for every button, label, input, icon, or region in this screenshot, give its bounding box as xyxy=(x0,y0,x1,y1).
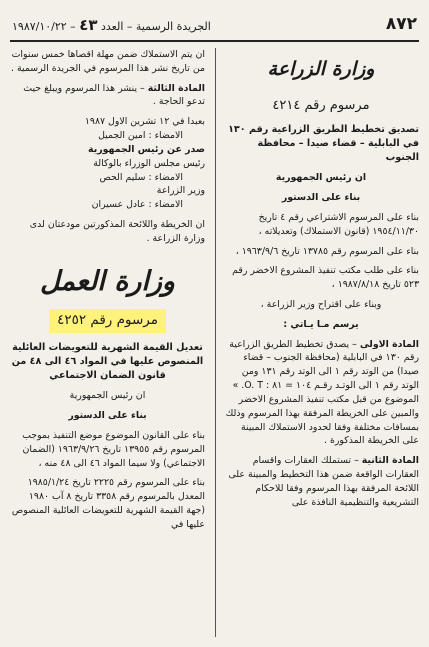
official-title: رئيس مجلس الوزراء بالوكالة xyxy=(93,157,205,169)
decree-number: مرسوم رقم ٤٢٥٢ xyxy=(49,309,166,333)
decree-intro: ان رئيس الجمهورية xyxy=(275,172,367,184)
signature-line: الامضاء : سليم الحص xyxy=(99,171,183,183)
left-column xyxy=(10,48,205,639)
article-text: – تستملك العقارات واقسام العقارات الواقعة ضمن هذا التخطيط والمبينة على اللائحة المرفقة بهذا المرسوم وفقا للاحكام التشريعية والتنظيمية النافذة على xyxy=(228,455,419,508)
paragraph: بناء على المرسوم الاشتراعي رقم ٤ تاريخ ١٩٥٤/١١/٣٠ (قانون الاستملاك) وتعديلاته ، xyxy=(258,211,419,237)
signature-block xyxy=(10,115,205,212)
article-text: – يصدق تخطيط الطريق الزراعية رقم ١٣٠ في البابلية (محافظة الجنوب – قضاء صيدا) من الوتد رقم ١ الى الوتد رقم ١٣١ ومن الوتد رقم ١ الى الوتـد رقـم ١٠٤ = ٨١ : O. T. » الموضوع من قبل مكتب تنفيذ المشروع الاخضر والمبين على الخريطة المرفقة بهذا المرسوم وذلك بمسافات مختلفة وفقا لحدود الاستملاك المبينة على الخريطة المذكورة . xyxy=(225,338,419,447)
article-3 xyxy=(10,82,205,110)
issued-by: صدر عن رئيس الجمهورية xyxy=(88,143,205,155)
paragraph: ان الخريطة واللائحة المذكورتين مودعتان لدى وزارة الزراعة . xyxy=(29,218,205,244)
article-title: المادة الاولى xyxy=(359,338,419,350)
paragraph: بناء على طلب مكتب تنفيذ المشروع الاخضر رقم ٥٢٣ تاريخ ١٩٨٧/٨/١٨ ، xyxy=(232,265,419,291)
paragraph: وبناء على اقتراح وزير الزراعة ، xyxy=(260,299,382,310)
paragraph: بناء على المرسوم رقم ٢٢٢٥ تاريخ ١٩٨٥/١/٢٤ المعدل بالمرسوم رقم ٣٣٥٨ تاريخ ٨ آب ١٩٨٠ (جهة القيمة الشهرية للتعويضات العائلية المنصوص عليها في xyxy=(11,477,205,530)
signature-line: الامضاء : امين الجميل xyxy=(98,130,183,142)
decree-number: مرسوم رقم ٤٢١٤ xyxy=(272,97,370,113)
issue-date: – ١٩٨٧/١٠/٢٢ xyxy=(12,20,76,33)
running-header xyxy=(12,16,211,34)
article-title: المادة الثالثة xyxy=(147,82,205,94)
decree-subject: تصديق تخطيط الطريق الزراعية رقم ١٣٠ في البابلية – قضاء صيدا – محافظة الجنوب xyxy=(228,124,419,164)
official-title: وزير الزراعة xyxy=(156,185,205,197)
paragraph: بناء على المرسوم رقم ١٣٧٨٥ تاريخ ١٩٦٣/٩/٦ ، xyxy=(235,245,419,257)
ministry-heading: وزارة العمل xyxy=(40,265,175,297)
column-divider xyxy=(215,48,216,637)
decree-subject: تعديل القيمة الشهرية للتعويضات العائلية المنصوص عليها في المواد ٤٦ الى ٤٨ من قانون الضمان الاجتماعي xyxy=(11,342,204,382)
right-column xyxy=(223,48,419,639)
place-date: بعبدا في ١٢ تشرين الاول ١٩٨٧ xyxy=(84,116,205,128)
paragraph: ان يتم الاستملاك ضمن مهلة اقصاها خمس سنوات من تاريخ نشر هذا المرسوم في الجريدة الرسمية . xyxy=(11,49,205,74)
signature-line: الامضاء : عادل عسيران xyxy=(91,199,183,211)
constitution-line: بناء على الدستور xyxy=(68,410,147,422)
article-1 xyxy=(223,338,419,449)
header-rule xyxy=(10,40,419,42)
ministry-heading: وزارة الزراعة xyxy=(267,58,375,80)
article-text: – ينشر هذا المرسوم ويبلغ حيث تدعو الحاجة . xyxy=(23,82,205,108)
decree-intro: ان رئيس الجمهورية xyxy=(69,390,146,402)
paragraph: بناء على القانون الموضوع موضع التنفيذ بموجب المرسوم رقم ١٣٩٥٥ تاريخ ١٩٦٣/٩/٢٦ (الضمان الاجتماعي) ولا سيما المواد ٤٦ الى ٤٨ منه ، xyxy=(22,430,205,469)
decrees-line: يرسم مـا يـاتي : xyxy=(283,318,359,330)
constitution-line: بناء على الدستور xyxy=(281,192,361,204)
page-header xyxy=(12,10,417,34)
page-number: ٨٧٢ xyxy=(385,14,417,34)
issue-number: ٤٣ xyxy=(79,16,98,34)
publication-name: الجريدة الرسمية – العدد xyxy=(101,20,211,33)
article-2 xyxy=(223,454,419,509)
article-title: المادة الثانية xyxy=(361,455,419,467)
